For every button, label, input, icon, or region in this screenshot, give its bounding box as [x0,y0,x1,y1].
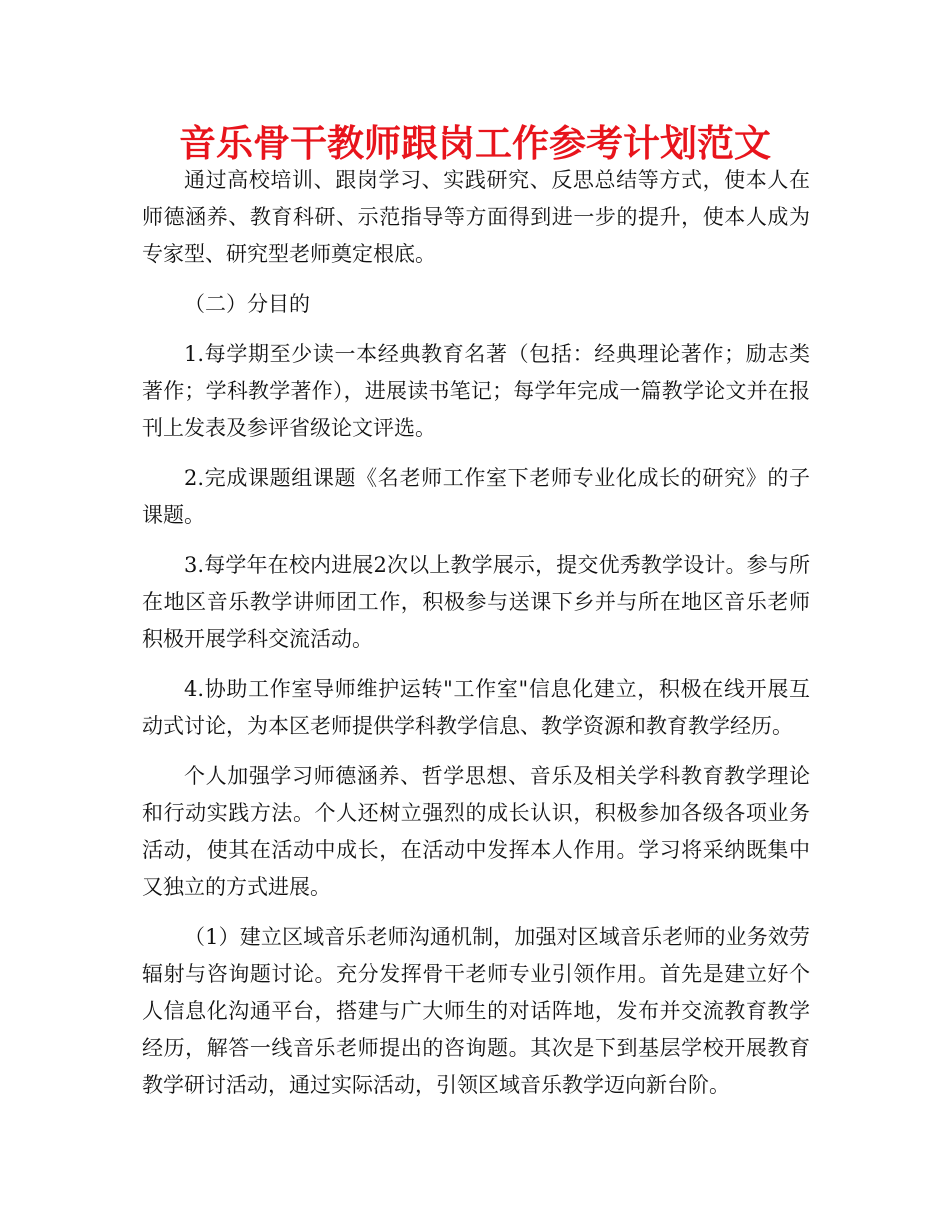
paragraph-item-4: 4.协助工作室导师维护运转"工作室"信息化建立，积极在线开展互动式讨论，为本区老师提供学科教学信息、教学资源和教育教学经历。 [142,677,810,738]
paragraph-item-1: 1.每学期至少读一本经典教育名著（包括：经典理论著作；励志类著作；学科教学著作），进展读书笔记；每学年完成一篇教学论文并在报刊上发表及参评省级论文评选。 [142,342,810,440]
paragraph-measure-1: （1）建立区域音乐老师沟通机制，加强对区域音乐老师的业务效劳辐射与咨询题讨论。充分发挥骨干老师专业引领作用。首先是建立好个人信息化沟通平台，搭建与广大师生的对话阵地，发布并交流教育教学经历，解答一线音乐老师提出的咨询题。其次是下到基层学校开展教育教学研讨活动，通过实际活动，引领区域音乐教学迈向新台阶。 [142,925,810,1097]
paragraph-section-heading: （二）分目的 [184,292,310,316]
paragraph-personal-study: 个人加强学习师德涵养、哲学思想、音乐及相关学科教育教学理论和行动实践方法。个人还树立强烈的成长认识，积极参加各级各项业务活动，使其在活动中成长，在活动中发挥本人作用。学习将采纳既集中又独立的方式进展。 [142,764,810,899]
document-body [142,162,810,1104]
document-title: 音乐骨干教师跟岗工作参考计划范文 [179,122,771,165]
paragraph-item-2: 2.完成课题组课题《名老师工作室下老师专业化成长的研究》的子课题。 [142,466,810,527]
paragraph-item-3: 3.每学年在校内进展2次以上教学展示，提交优秀教学设计。参与所在地区音乐教学讲师团工作，积极参与送课下乡并与所在地区音乐老师积极开展学科交流活动。 [142,553,810,651]
paragraph-intro: 通过高校培训、跟岗学习、实践研究、反思总结等方式，使本人在师德涵养、教育科研、示范指导等方面得到进一步的提升，使本人成为专家型、研究型老师奠定根底。 [142,168,810,266]
